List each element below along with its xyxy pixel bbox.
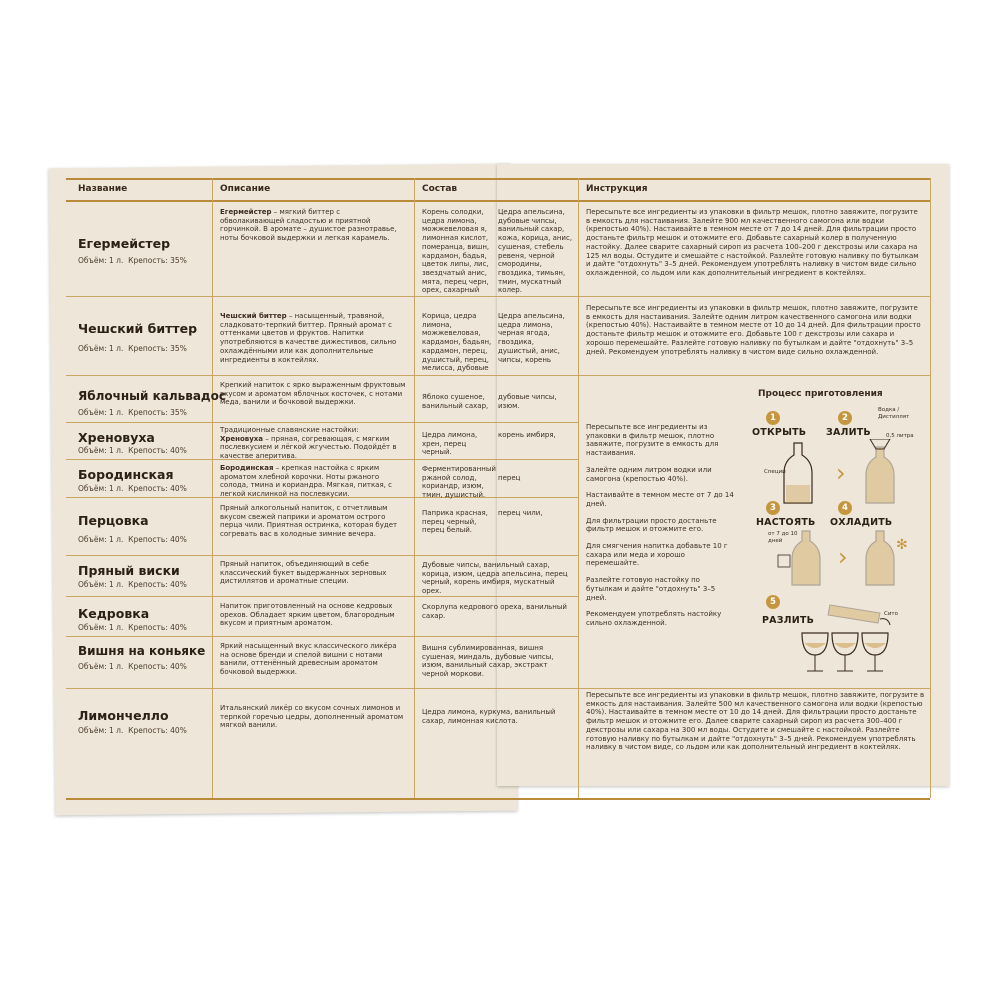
meta-kedrovka: Объём: 1 л. Крепость: 40% [78,623,187,632]
name-cherry: Вишня на коньяке [78,644,206,658]
comp-czech-left: Корица, цедра лимона, можжевеловая, кардамон, бадьян, кардамон, перец, душистый, перец, мелисса, дубовые [422,312,492,373]
process-title-label: Процесс приготовления [758,389,883,399]
process-illustration [746,383,926,693]
svg-text:›: › [836,459,846,487]
header-description: Описание [220,184,271,194]
instr-czech: Пересыпьте все ингредиенты из упаковки в фильтр мешок, плотно завяжите, погрузите в емкость для настаивания. Залейте одним литром качественного самогона или водки (крепостью 40%). Настаивайте в темном месте от 10 до 14 дней. Для фильтрации просто достаньте фильтр мешок и отожмите его. Добавьте 100 г декстрозы или сахара и хорошо перемешайте. Разлейте готовую наливку по бутылкам и дайте "отдохнуть" 3–5 дней. Рекомендуем употреблять наливку в чистом виде сильно охлажденной. [586,304,921,356]
header-instruction: Инструкция [586,184,648,194]
instr-group: Пересыпьте все ингредиенты из упаковки в фильтр мешок, плотно завяжите, погрузите в емкость для настаивания. Залейте одним литром водки или самогона (крепостью 40%). Настаивайте в темном месте от 7 до 14 дней. Для фильтрации просто достаньте фильтр мешок и отожмите его. Для смягчения напитка добавьте 10 г сахара или меда и хорошо перемешайте. Разлейте готовую настойку по бутылкам и дайте "отдохнуть" 3–5 дней. Рекомендуем употреблять настойку сильно охлажденной. [586,423,734,627]
comp-jager-left: Корень солодки, цедра лимона, можжевеловая я, лимонная кислот, померанца, вишн, кардамон, бадья, цветок липы, лис, звездчатый анис, мята, перец черн, орех, сахарный [422,208,490,295]
comp-limoncello: Цедра лимона, куркума, ванильный сахар, лимонная кислота. [422,708,556,725]
step-1-number: 1 [766,411,780,425]
meta-whisky: Объём: 1 л. Крепость: 40% [78,580,187,589]
svg-text:✻: ✻ [896,537,908,553]
name-jager: Егермейстер [78,236,171,251]
meta-cherry: Объём: 1 л. Крепость: 40% [78,662,187,671]
instr-jager: Пересыпьте все ингредиенты из упаковки в фильтр мешок, плотно завяжите, погрузите в емкость для настаивания. Залейте 900 мл качественного самогона или водки (крепостью 40%). Настаивайте в темном месте от 7 до 14 дней. Для фильтрации просто достаньте фильтр мешок и отожмите его. Добавьте сахарный колер в полученную настойку. Далее сварите сахарный сироп из расчета 100–200 г декстрозы или сахара на 125 мл воды. Остудите и смешайте с настойкой. Разлейте готовую наливку по бутылкам и дайте "отдохнуть" 3–5 дней. Рекомендуем употреблять наливку в чистом виде сильно охлажденной, со льдом или как дополнительный ингредиент в коктейлях. [586,208,919,277]
header-name: Название [78,184,128,194]
step-3-number: 3 [766,501,780,515]
vodka-label: Водка / Дистиллят [878,407,910,420]
bottles-step-1-2-icon [746,439,926,509]
step-4-label: ОХЛАДИТЬ [830,517,893,528]
desc-limoncello: Итальянский ликёр со вкусом сочных лимонов и терпкой горечью цедры, дополненный ароматом мягкой ванили. [220,704,404,730]
desc-czech: Чешский биттер – насыщенный, травяной, сладковато-терпкий биттер. Пряный аромат с оттенками цветов и фруктов. Напитки употребляются в качестве дижестивов, сильно охлаждёнными или как дополнительные ингредиенты в коктейлях. [220,312,397,364]
desc-cherry: Яркий насыщенный вкус классического ликёра на основе бренди и спелой вишни с нотами ванили, оттенённый древесным ароматом бочковой выдержки. [220,642,397,677]
comp-czech-right: Цедра апельсина, цедра лимона, черная ягода, гвоздика, душистый, анис, чипсы, корень [498,312,565,364]
step-4-number: 4 [838,501,852,515]
meta-khrenovukha: Объём: 1 л. Крепость: 40% [78,446,187,455]
meta-calvados: Объём: 1 л. Крепость: 35% [78,408,187,417]
sito-label: Сито [884,611,898,617]
desc-kedrovka: Напиток приготовленный на основе кедровых орехов. Обладает ярким цветом, благородным вкусом и приятным ароматом. [220,602,395,628]
name-whisky: Пряный виски [78,563,180,578]
glasses-step-5-icon [746,591,926,691]
name-pertsovka: Перцовка [78,513,149,528]
desc-calvados: Крепкий напиток с ярко выраженным фруктовым вкусом и ароматом яблочных косточек, с нотами меда, ванили и бочковой выдержки. [220,381,406,407]
step-2-label: ЗАЛИТЬ [826,427,871,438]
comp-jager-right: Цедра апельсина, дубовые чипсы, ванильный сахар, кожа, корица, анис, сушеная, стебель ревеня, черной смородины, гвоздика, тимьян, тмин, мускатный колер. [498,208,573,295]
step-5-label: РАЗЛИТЬ [762,615,815,626]
name-calvados: Яблочный кальвадос [78,389,226,403]
name-borodinskaya: Бородинская [78,467,174,482]
liters-label: 0,5 литра [886,433,914,439]
comp-borodinskaya-right: перец [498,474,521,482]
header-composition: Состав [422,184,458,194]
desc-jager: Егермейстер – мягкий биттер с обволакивающей сладостью и приятной горчинкой. В аромате – душистое разнотравье, ноты бочковой выдержки и легкая карамель. [220,208,397,243]
step-3-label: НАСТОЯТЬ [756,517,816,528]
desc-pertsovka: Пряный алкогольный напиток, с отчетливым вкусом свежей паприки и ароматом острого перца чили. Приятная остринка, которая будет согревать вас в холодные зимние вечера. [220,504,398,539]
comp-whisky: Дубовые чипсы, ванильный сахар, корица, изюм, цедра апельсина, перец черный, корень имбиря, мускатный орех. [422,561,568,596]
name-limoncello: Лимончелло [78,708,169,723]
comp-kedrovka: Скорлупа кедрового ореха, ванильный сахар. [422,603,567,620]
name-kedrovka: Кедровка [78,606,150,621]
bottles-step-3-4-icon [746,529,926,589]
desc-whisky: Пряный напиток, объединяющий в себе классический букет выдержанных зерновых дистиллятов и ароматные специи. [220,560,387,586]
comp-khrenovukha-right: корень имбиря, [498,431,556,439]
days-label: от 7 до 10 дней [768,531,798,544]
name-khrenovukha: Хреновуха [78,430,155,445]
comp-borodinskaya-left: Ферментированный ржаной солод, кориандр, изюм, тмин, душистый. [422,465,496,500]
meta-pertsovka: Объём: 1 л. Крепость: 40% [78,535,187,544]
instr-limoncello: Пересыпьте все ингредиенты из упаковки в фильтр мешок, плотно завяжите, погрузите в емкость для настаивания. Залейте 500 мл качественного самогона или водки (крепостью 40%). Настаивайте в темном месте от 10 до 14 дней. Для фильтрации просто достаньте фильтр мешок и отожмите его. Далее сварите сахарный сироп из расчета 300–400 г декстрозы или сахара на 300 мл воды. Остудите и смешайте с настойкой. Разлейте готовую наливку по бутылкам и дайте "отдохнуть" 3–5 дней. Рекомендуем употреблять наливку в чистом виде, со льдом или как дополнительный ингредиент в коктейлях. [586,691,925,752]
svg-text:›: › [838,543,848,571]
comp-khrenovukha-left: Цедра лимона, хрен, перец черный. [422,431,478,457]
meta-limoncello: Объём: 1 л. Крепость: 40% [78,726,187,735]
meta-czech: Объём: 1 л. Крепость: 35% [78,344,187,353]
step-1-label: ОТКРЫТЬ [752,427,807,438]
comp-pertsovka-left: Паприка красная, перец черный, перец белый. [422,509,488,535]
meta-borodinskaya: Объём: 1 л. Крепость: 40% [78,484,187,493]
spices-label: Специи [764,469,786,475]
comp-calvados-left: Яблоко сушеное, ванильный сахар, [422,393,489,410]
step-5-number: 5 [766,595,780,609]
desc-khrenovukha: Традиционные славянские настойки: Хреновуха – пряная, согревающая, с мягким послевкусием и лёгкой жгучестью. Подойдёт в качестве аперитива. [220,426,397,461]
comp-pertsovka-right: перец чили, [498,509,543,517]
meta-jager: Объём: 1 л. Крепость: 35% [78,256,187,265]
comp-calvados-right: дубовые чипсы, изюм. [498,393,557,410]
name-czech: Чешский биттер [78,321,198,336]
comp-cherry: Вишня сублимированная, вишня сушеная, миндаль, дубовые чипсы, изюм, ванильный сахар, экстракт черной моркови. [422,644,554,679]
desc-borodinskaya: Бородинская – крепкая настойка с ярким ароматом хлебной корочки. Ноты ржаного солода, тмина и кориандра. Мягкая, питкая, с легкой кислинкой на послевкусии. [220,464,392,499]
step-2-number: 2 [838,411,852,425]
